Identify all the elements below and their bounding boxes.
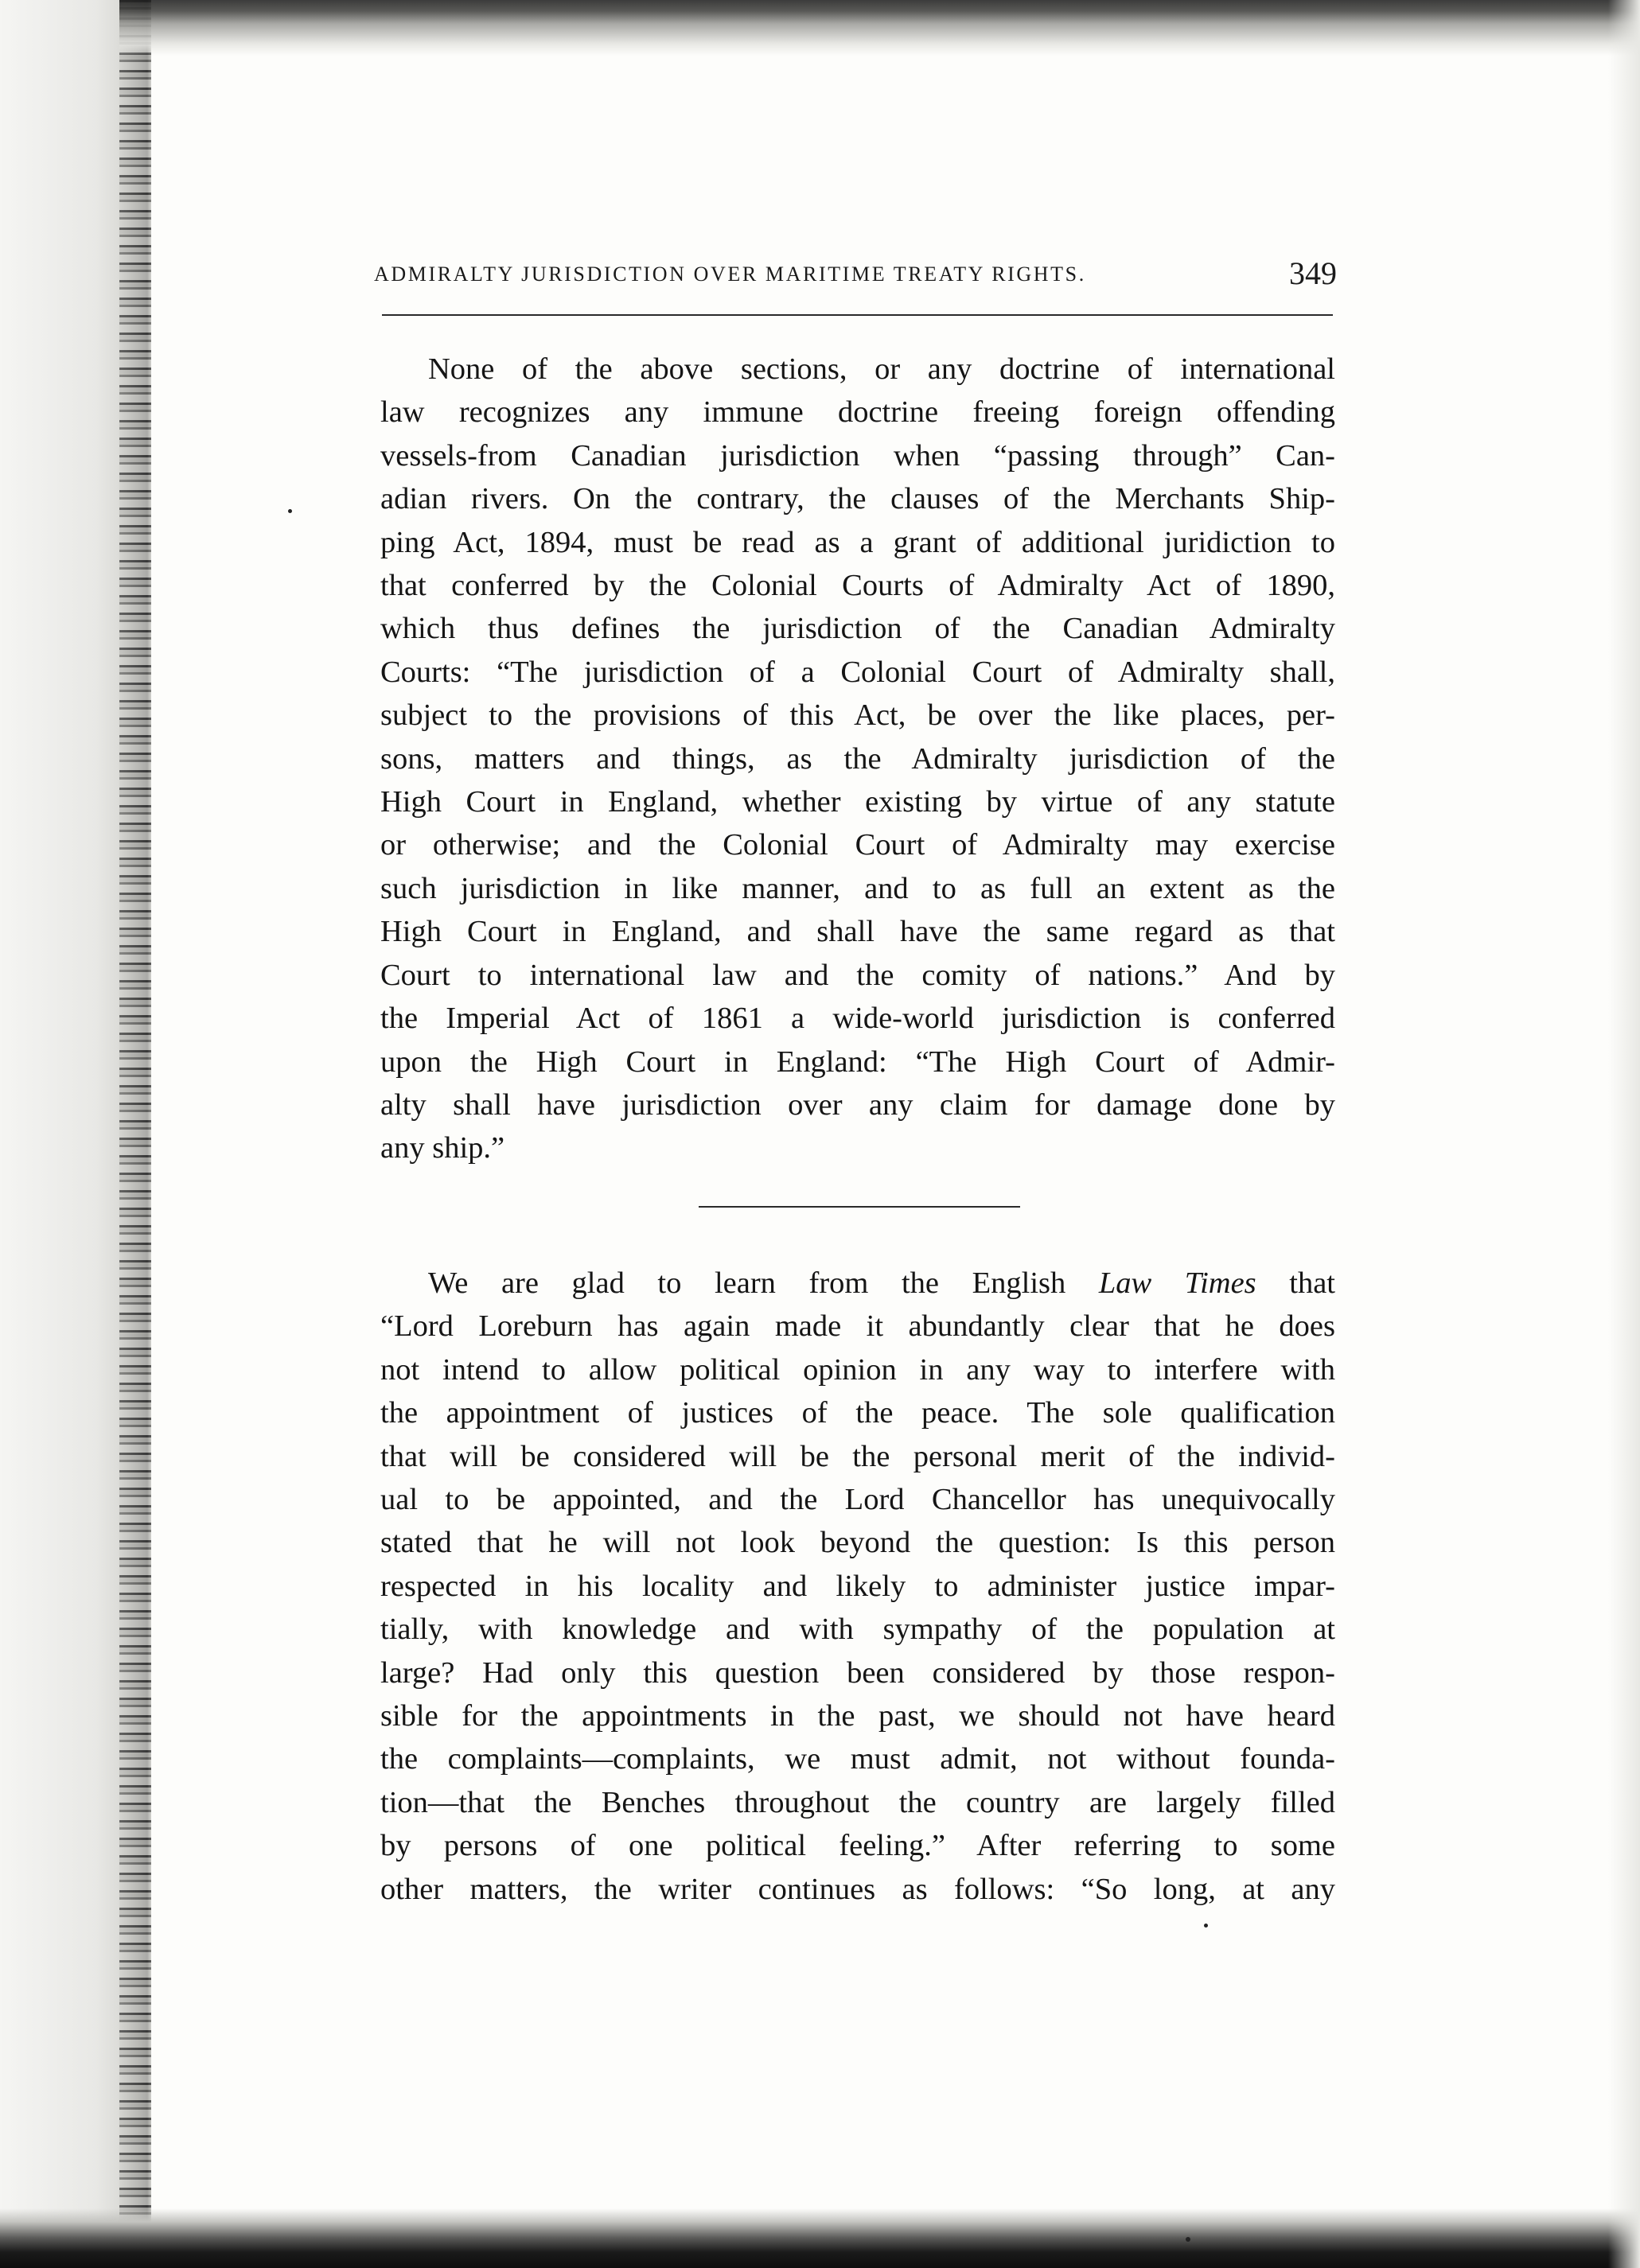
paragraph-admiralty-jurisdiction xyxy=(380,348,1335,1170)
text-line: respected in his locality and likely to administer justice impar- xyxy=(380,1569,1335,1603)
text-line: the Imperial Act of 1861 a wide-world jurisdiction is conferred xyxy=(380,1002,1335,1036)
scan-edge-top xyxy=(119,0,1640,56)
text-line: tially, with knowledge and with sympathy of the population at xyxy=(380,1612,1335,1647)
text-line: None of the above sections, or any doctrine of international xyxy=(428,352,1335,386)
text-line: vessels-from Canadian jurisdiction when “passing through” Can- xyxy=(380,438,1335,473)
text-line: the complaints—complaints, we must admit, not without founda- xyxy=(380,1742,1335,1776)
text-line: other matters, the writer continues as follows: “So long, at any xyxy=(380,1872,1335,1906)
text-line: sons, matters and things, as the Admiralty jurisdiction of the xyxy=(380,741,1335,776)
scan-speck xyxy=(1204,1924,1208,1928)
text-line: Court to international law and the comity of nations.” And by xyxy=(380,958,1335,992)
text-line: “Lord Loreburn has again made it abundantly clear that he does xyxy=(380,1309,1335,1344)
scan-speck xyxy=(1186,2237,1190,2242)
text-line: ping Act, 1894, must be read as a grant of additional juridiction to xyxy=(380,525,1335,559)
text-line: such jurisdiction in like manner, and to as full an extent as the xyxy=(380,871,1335,905)
text-line: ual to be appointed, and the Lord Chancellor has unequivocally xyxy=(380,1483,1335,1517)
header-rule xyxy=(382,314,1333,316)
text-line: High Court in England, and shall have the same regard as that xyxy=(380,915,1335,949)
running-head xyxy=(374,253,1337,309)
text-line: that will be considered will be the personal merit of the individ- xyxy=(380,1439,1335,1473)
running-head-title: ADMIRALTY JURISDICTION OVER MARITIME TREATY RIGHTS. xyxy=(374,263,1086,286)
text-line: subject to the provisions of this Act, be over the like places, per- xyxy=(380,698,1335,733)
text-run: that xyxy=(1256,1266,1336,1300)
text-line: tion—that the Benches throughout the country are largely filled xyxy=(380,1785,1335,1819)
text-line: sible for the appointments in the past, we should not have heard xyxy=(380,1699,1335,1733)
publication-title: Law Times xyxy=(1098,1266,1256,1300)
text-line: any ship.” xyxy=(380,1131,505,1165)
text-line: the appointment of justices of the peace. The sole qualification xyxy=(380,1396,1335,1430)
scan-edge-speckle xyxy=(119,0,151,2268)
text-line: or otherwise; and the Colonial Court of Admiralty may exercise xyxy=(380,828,1335,862)
text-line: upon the High Court in England: “The High Court of Admir- xyxy=(380,1045,1335,1079)
text-run: We are glad to learn from the English xyxy=(428,1266,1099,1300)
scan-edge-right xyxy=(1608,0,1640,2268)
paragraph-law-times xyxy=(380,1262,1335,1911)
scan-speck xyxy=(288,509,292,513)
page-number: 349 xyxy=(1289,255,1337,291)
text-line: large? Had only this question been considered by those respon- xyxy=(380,1655,1335,1690)
text-line: which thus defines the jurisdiction of the Canadian Admiralty xyxy=(380,612,1335,646)
text-line xyxy=(380,1262,1335,1305)
text-line: law recognizes any immune doctrine freeing foreign offending xyxy=(380,395,1335,430)
section-divider xyxy=(699,1206,1020,1208)
text-line: High Court in England, whether existing by virtue of any statute xyxy=(380,785,1335,819)
scan-edge-bottom xyxy=(0,2208,1640,2268)
text-line: not intend to allow political opinion in any way to interfere with xyxy=(380,1352,1335,1387)
text-line: that conferred by the Colonial Courts of Admiralty Act of 1890, xyxy=(380,569,1335,603)
text-line: stated that he will not look beyond the question: Is this person xyxy=(380,1526,1335,1560)
text-line: adian rivers. On the contrary, the clauses of the Merchants Ship- xyxy=(380,482,1335,516)
text-line: Courts: “The jurisdiction of a Colonial Court of Admiralty shall, xyxy=(380,655,1335,689)
text-line: alty shall have jurisdiction over any claim for damage done by xyxy=(380,1087,1335,1122)
text-line: by persons of one political feeling.” After referring to some xyxy=(380,1829,1335,1863)
